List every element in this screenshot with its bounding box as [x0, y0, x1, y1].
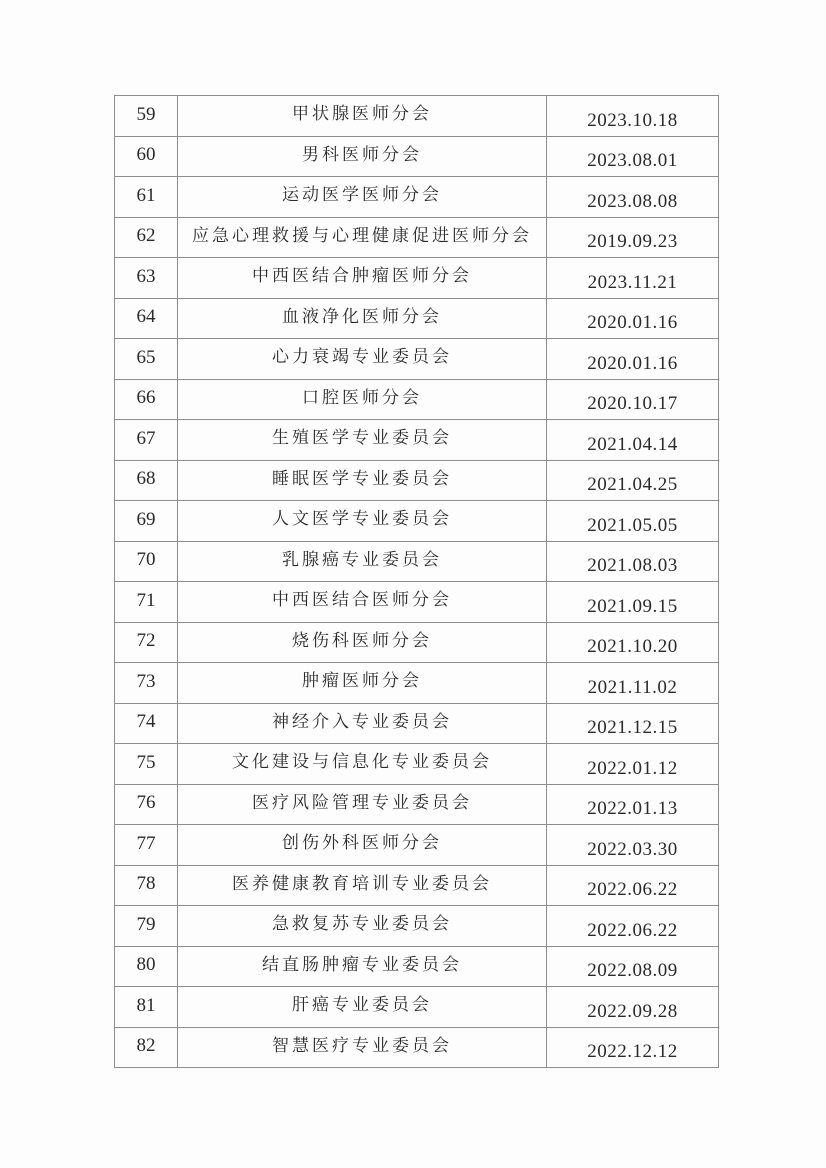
row-number-cell — [115, 96, 178, 137]
table-row — [115, 1027, 719, 1068]
branch-name: 应急心理救援与心理健康促进医师分会 — [192, 225, 532, 246]
row-number: 76 — [136, 792, 156, 814]
founded-date: 2021.12.15 — [587, 717, 678, 739]
founded-date-cell — [547, 339, 719, 380]
founded-date-cell — [547, 177, 719, 218]
founded-date-cell — [547, 136, 719, 177]
table-row — [115, 379, 719, 420]
row-number-cell — [115, 298, 178, 339]
row-number: 73 — [136, 670, 156, 692]
row-number-cell — [115, 1027, 178, 1068]
founded-date: 2022.06.22 — [587, 919, 678, 941]
row-number: 66 — [136, 387, 156, 409]
table-row — [115, 258, 719, 299]
branch-name-cell — [178, 784, 547, 825]
founded-date: 2021.10.20 — [587, 636, 678, 658]
founded-date-cell — [547, 784, 719, 825]
branch-name-cell — [178, 177, 547, 218]
table-row — [115, 744, 719, 785]
row-number: 79 — [136, 913, 156, 935]
table-row — [115, 663, 719, 704]
branch-name-cell — [178, 217, 547, 258]
table-row — [115, 541, 719, 582]
branch-name: 男科医师分会 — [302, 144, 422, 165]
table-body — [115, 96, 719, 1068]
founded-date: 2021.09.15 — [587, 595, 678, 617]
table-row — [115, 865, 719, 906]
branch-name-cell — [178, 703, 547, 744]
branch-name-cell — [178, 541, 547, 582]
branch-name-cell — [178, 906, 547, 947]
branch-name-cell — [178, 946, 547, 987]
row-number-cell — [115, 663, 178, 704]
founded-date-cell — [547, 420, 719, 461]
table-row — [115, 501, 719, 542]
table-row — [115, 703, 719, 744]
branch-name: 心力衰竭专业委员会 — [272, 347, 452, 368]
branch-name-cell — [178, 825, 547, 866]
branch-name-cell — [178, 136, 547, 177]
table-row — [115, 622, 719, 663]
row-number-cell — [115, 460, 178, 501]
branch-name-cell — [178, 379, 547, 420]
founded-date: 2023.11.21 — [587, 271, 678, 293]
founded-date: 2020.10.17 — [587, 393, 678, 415]
row-number: 68 — [136, 468, 156, 490]
row-number: 72 — [136, 630, 156, 652]
branch-name: 急救复苏专业委员会 — [272, 914, 452, 935]
branch-name: 睡眠医学专业委员会 — [272, 468, 452, 489]
founded-date: 2021.04.25 — [587, 474, 678, 496]
row-number-cell — [115, 744, 178, 785]
founded-date: 2022.12.12 — [587, 1041, 678, 1063]
branch-name: 肝癌专业委员会 — [292, 995, 432, 1016]
row-number: 71 — [136, 589, 156, 611]
founded-date: 2020.01.16 — [587, 352, 678, 374]
founded-date-cell — [547, 703, 719, 744]
row-number: 65 — [136, 346, 156, 368]
row-number: 69 — [136, 508, 156, 530]
table-row — [115, 906, 719, 947]
row-number-cell — [115, 622, 178, 663]
row-number: 63 — [136, 265, 156, 287]
row-number: 77 — [136, 832, 156, 854]
row-number: 60 — [136, 144, 156, 166]
founded-date-cell — [547, 744, 719, 785]
founded-date-cell — [547, 217, 719, 258]
branch-name: 运动医学医师分会 — [282, 185, 442, 206]
row-number: 67 — [136, 427, 156, 449]
row-number: 80 — [136, 954, 156, 976]
branch-name-cell — [178, 865, 547, 906]
row-number-cell — [115, 703, 178, 744]
branch-name: 智慧医疗专业委员会 — [272, 1035, 452, 1056]
branch-name-cell — [178, 582, 547, 623]
branch-name: 肿瘤医师分会 — [302, 671, 422, 692]
table-row — [115, 460, 719, 501]
founded-date: 2022.01.12 — [587, 757, 678, 779]
founded-date: 2022.03.30 — [587, 838, 678, 860]
founded-date-cell — [547, 96, 719, 137]
founded-date-cell — [547, 622, 719, 663]
row-number-cell — [115, 379, 178, 420]
founded-date: 2020.01.16 — [587, 312, 678, 334]
founded-date: 2021.11.02 — [587, 676, 678, 698]
founded-date-cell — [547, 379, 719, 420]
branch-name: 烧伤科医师分会 — [292, 630, 432, 651]
branch-name: 中西医结合医师分会 — [272, 590, 452, 611]
branch-name: 文化建设与信息化专业委员会 — [232, 752, 492, 773]
branch-name: 中西医结合肿瘤医师分会 — [252, 266, 472, 287]
row-number-cell — [115, 501, 178, 542]
row-number-cell — [115, 865, 178, 906]
branch-name-cell — [178, 663, 547, 704]
founded-date: 2022.01.13 — [587, 798, 678, 820]
row-number-cell — [115, 582, 178, 623]
branch-name: 医养健康教育培训专业委员会 — [232, 873, 492, 894]
branch-name: 创伤外科医师分会 — [282, 833, 442, 854]
founded-date: 2022.08.09 — [587, 960, 678, 982]
founded-date: 2023.08.08 — [587, 190, 678, 212]
founded-date-cell — [547, 865, 719, 906]
row-number: 81 — [136, 994, 156, 1016]
row-number: 61 — [136, 184, 156, 206]
founded-date-cell — [547, 987, 719, 1028]
branch-name: 神经介入专业委员会 — [272, 711, 452, 732]
table-row — [115, 825, 719, 866]
founded-date-cell — [547, 460, 719, 501]
founded-date: 2022.09.28 — [587, 1000, 678, 1022]
founded-date-cell — [547, 663, 719, 704]
founded-date: 2023.10.18 — [587, 109, 678, 131]
row-number-cell — [115, 946, 178, 987]
table-row — [115, 784, 719, 825]
table-row — [115, 987, 719, 1028]
row-number-cell — [115, 784, 178, 825]
row-number: 75 — [136, 751, 156, 773]
branch-name: 口腔医师分会 — [302, 387, 422, 408]
branch-name-cell — [178, 622, 547, 663]
founded-date-cell — [547, 582, 719, 623]
founded-date: 2021.04.14 — [587, 433, 678, 455]
table-row — [115, 177, 719, 218]
founded-date-cell — [547, 946, 719, 987]
row-number-cell — [115, 825, 178, 866]
founded-date-cell — [547, 541, 719, 582]
row-number: 82 — [136, 1035, 156, 1057]
row-number: 59 — [136, 103, 156, 125]
branch-name: 生殖医学专业委员会 — [272, 428, 452, 449]
founded-date: 2021.05.05 — [587, 514, 678, 536]
founded-date: 2022.06.22 — [587, 879, 678, 901]
branch-name-cell — [178, 420, 547, 461]
row-number: 62 — [136, 225, 156, 247]
table-row — [115, 946, 719, 987]
branch-name: 血液净化医师分会 — [282, 306, 442, 327]
row-number-cell — [115, 420, 178, 461]
branch-name: 人文医学专业委员会 — [272, 509, 452, 530]
founded-date: 2019.09.23 — [587, 231, 678, 253]
branch-name-cell — [178, 460, 547, 501]
founded-date-cell — [547, 298, 719, 339]
founded-date-cell — [547, 1027, 719, 1068]
branch-name-cell — [178, 96, 547, 137]
row-number: 64 — [136, 306, 156, 328]
branch-name-cell — [178, 298, 547, 339]
row-number: 78 — [136, 873, 156, 895]
branch-name-cell — [178, 987, 547, 1028]
row-number-cell — [115, 136, 178, 177]
table-row — [115, 96, 719, 137]
branch-name-cell — [178, 258, 547, 299]
table-row — [115, 582, 719, 623]
founded-date-cell — [547, 258, 719, 299]
row-number-cell — [115, 217, 178, 258]
branch-name-cell — [178, 339, 547, 380]
row-number-cell — [115, 987, 178, 1028]
row-number-cell — [115, 541, 178, 582]
founded-date: 2023.08.01 — [587, 150, 678, 172]
table-row — [115, 298, 719, 339]
branch-name: 乳腺癌专业委员会 — [282, 549, 442, 570]
founded-date-cell — [547, 825, 719, 866]
table-row — [115, 339, 719, 380]
table-row — [115, 217, 719, 258]
branch-registry-table — [114, 95, 719, 1068]
row-number-cell — [115, 906, 178, 947]
branch-name: 结直肠肿瘤专业委员会 — [262, 954, 462, 975]
branch-name-cell — [178, 744, 547, 785]
row-number: 70 — [136, 549, 156, 571]
branch-name-cell — [178, 1027, 547, 1068]
branch-name: 医疗风险管理专业委员会 — [252, 792, 472, 813]
table-row — [115, 420, 719, 461]
founded-date: 2021.08.03 — [587, 555, 678, 577]
branch-name-cell — [178, 501, 547, 542]
founded-date-cell — [547, 906, 719, 947]
row-number-cell — [115, 177, 178, 218]
row-number-cell — [115, 339, 178, 380]
table-row — [115, 136, 719, 177]
branch-name: 甲状腺医师分会 — [292, 104, 432, 125]
row-number: 74 — [136, 711, 156, 733]
row-number-cell — [115, 258, 178, 299]
founded-date-cell — [547, 501, 719, 542]
